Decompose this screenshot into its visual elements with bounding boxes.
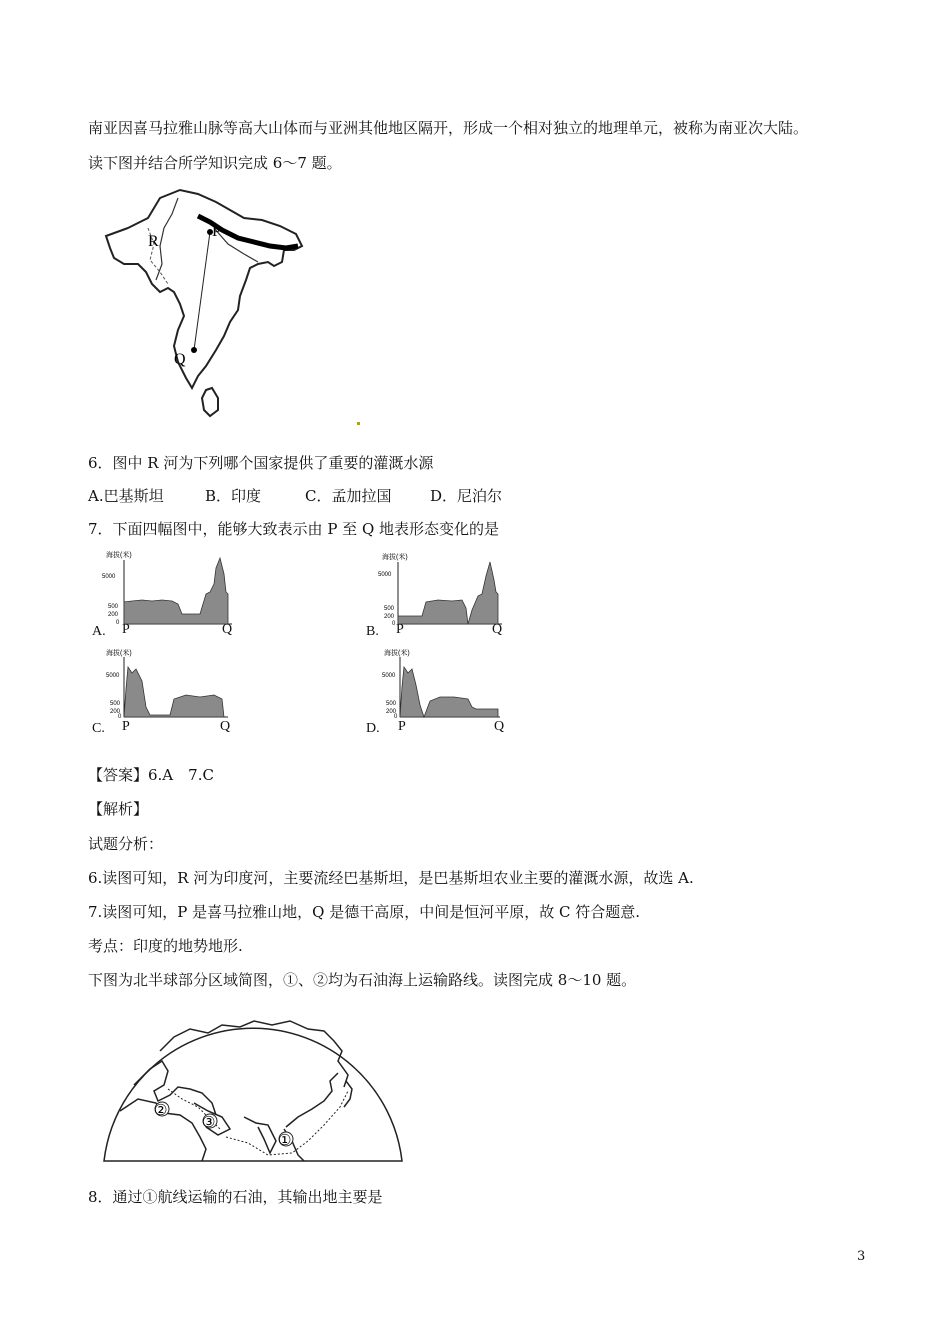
profile-d-tick-500: 500 xyxy=(386,701,397,707)
analysis-title: 【解析】 xyxy=(88,800,149,818)
europe-coast xyxy=(134,1061,216,1115)
intro-line-1: 南亚因喜马拉雅山脉等高大山体而与亚洲其他地区隔开，形成一个相对独立的地理单元，被称为南亚次大陆。 xyxy=(88,119,809,137)
profile-b-end: Q xyxy=(492,622,503,637)
river-r xyxy=(156,198,178,280)
profile-a-tick-200: 200 xyxy=(108,612,119,618)
profile-d xyxy=(362,645,512,744)
profile-b-tick-0: 0 xyxy=(392,621,396,627)
route-1-label: ① xyxy=(278,1131,292,1149)
profile-c-tick-5000: 5000 xyxy=(106,673,120,679)
analysis-7: 7.读图可知，P 是喜马拉雅山地，Q 是德干高原，中间是恒河平原，故 C 符合题意. xyxy=(88,903,641,921)
profile-a-terrain xyxy=(124,558,228,624)
profile-d-terrain xyxy=(400,667,498,717)
kaodian: 考点：印度的地势地形. xyxy=(88,937,243,955)
q6-option-b: B．印度 xyxy=(205,487,262,505)
profile-d-tick-0: 0 xyxy=(394,714,398,720)
route-2-label: ② xyxy=(154,1101,168,1119)
east-asia-coast xyxy=(286,1073,338,1127)
profile-a-tick-500: 500 xyxy=(108,604,119,610)
profile-c xyxy=(92,645,242,744)
profile-c-terrain xyxy=(124,667,224,717)
profile-b-ylabel: 海拔(米) xyxy=(382,554,408,561)
label-r: R xyxy=(148,233,159,250)
page-number: 3 xyxy=(857,1249,866,1264)
intro-line-2: 读下图并结合所学知识完成 6～7 题。 xyxy=(88,154,342,172)
analysis-sub: 试题分析： xyxy=(88,835,164,853)
sri-lanka xyxy=(202,388,218,416)
q7-stem: 7．下面四幅图中，能够大致表示由 P 至 Q 地表形态变化的是 xyxy=(88,520,500,538)
india-coast xyxy=(244,1117,276,1153)
northern-hemisphere-map xyxy=(98,1003,408,1165)
profile-d-tick-200: 200 xyxy=(386,709,397,715)
profile-d-ylabel: 海拔(米) xyxy=(384,650,410,657)
point-q xyxy=(191,347,197,353)
profile-b-tick-5000: 5000 xyxy=(378,572,392,578)
profile-a-tick-0: 0 xyxy=(116,620,120,626)
profile-a-end: Q xyxy=(222,622,233,637)
answer-line: 【答案】6.A 7.C xyxy=(88,766,214,784)
profile-a-tick-5000: 5000 xyxy=(102,574,116,580)
profile-a xyxy=(92,548,242,644)
q6-option-c: C．孟加拉国 xyxy=(305,487,392,505)
q8-stem: 8．通过①航线运输的石油，其输出地主要是 xyxy=(88,1188,383,1206)
profile-c-start: P xyxy=(122,719,130,734)
profile-b-letter: B. xyxy=(366,624,379,639)
stray-dot xyxy=(357,422,360,425)
profile-d-letter: D. xyxy=(366,721,380,736)
profile-a-start: P xyxy=(122,622,130,637)
pq-line xyxy=(194,232,210,350)
profile-c-ylabel: 海拔(米) xyxy=(106,650,132,657)
south-asia-map xyxy=(98,188,308,423)
profile-c-tick-0: 0 xyxy=(118,714,122,720)
profile-c-letter: C. xyxy=(92,721,105,736)
route-3-label: ③ xyxy=(202,1113,216,1131)
profile-b-tick-200: 200 xyxy=(384,614,395,620)
profile-b-terrain xyxy=(398,562,498,624)
profile-c-tick-500: 500 xyxy=(110,701,121,707)
label-p: P xyxy=(212,223,221,240)
profile-a-ylabel: 海拔(米) xyxy=(106,552,132,559)
profile-d-end: Q xyxy=(494,719,505,734)
analysis-6: 6.读图可知，R 河为印度河，主要流经巴基斯坦，是巴基斯坦农业主要的灌溉水源，故选 A. xyxy=(88,869,694,887)
hemisphere-outline xyxy=(104,1028,402,1161)
profile-d-tick-5000: 5000 xyxy=(382,673,396,679)
profile-d-start: P xyxy=(398,719,406,734)
label-q: Q xyxy=(174,351,186,368)
profile-b-start: P xyxy=(396,622,404,637)
profile-c-tick-200: 200 xyxy=(110,709,121,715)
q6-option-a: A.巴基斯坦 xyxy=(88,487,164,505)
profile-c-end: Q xyxy=(220,719,231,734)
arctic-coast xyxy=(160,1021,348,1087)
profile-b xyxy=(362,548,512,644)
profile-a-letter: A. xyxy=(92,624,106,639)
q6-option-d: D．尼泊尔 xyxy=(430,487,503,505)
profile-b-tick-500: 500 xyxy=(384,606,395,612)
intro-2: 下图为北半球部分区域简图，①、②均为石油海上运输路线。读图完成 8～10 题。 xyxy=(88,971,637,989)
q6-stem: 6．图中 R 河为下列哪个国家提供了重要的灌溉水源 xyxy=(88,454,434,472)
